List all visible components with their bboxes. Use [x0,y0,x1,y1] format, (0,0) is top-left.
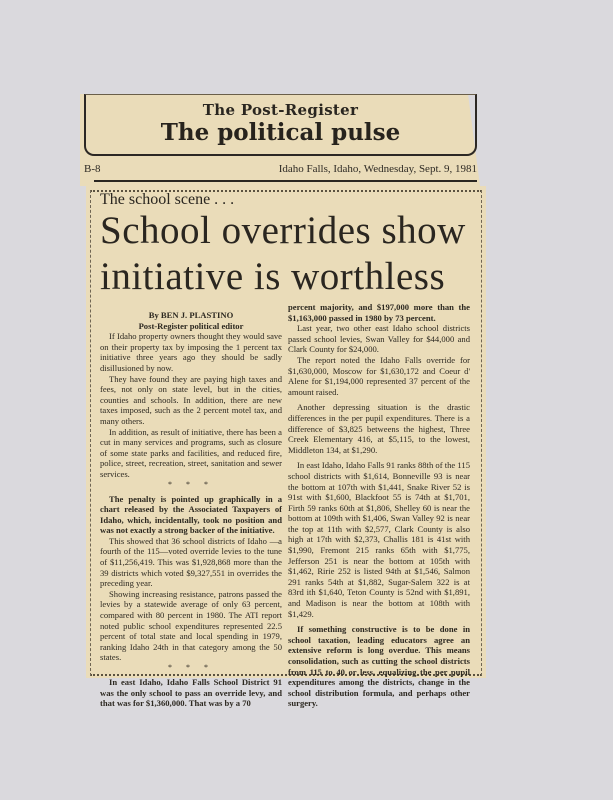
paragraph: percent majority, and $197,000 more than the $1,163,000 passed in 1980 by 73 percent. [288,302,470,323]
paragraph: Another depressing situation is the drastic differences in the per pupil expenditures. There is a difference of $3,825 betweens the highest, Three Creek Elementary 416, at $5,115, to the lowest, Middleton 134, at $1,290. [288,402,470,455]
headline-line-1: School overrides show [100,209,466,252]
paragraph: In addition, as result of initiative, there has been a cut in many services and programs, such as closure of some state parks and facilities, and reduced fire, police, street, recreation, street, sanitation and sewer services. [100,426,282,479]
separator: * * * [168,479,214,489]
separator: * * * [168,663,214,672]
paper-name: The Post-Register [202,101,359,119]
paragraph: Showing increasing resistance, patrons passed the levies by a statewide average of only 63 percent, compared with 80 percent in 1980. The ATI report noted public school expenditures represented 22.5 percent of total state and local spending in 1979, ranking Idaho 24th in that category among the 50 states. [100,588,282,663]
headline-line-2: initiative is worthless [100,255,446,298]
paragraph: The penalty is pointed up graphically in a chart released by the Associated Taxpayers of Idaho, which, incidentally, took no position and was not exactly a strong backer of the initiative. [100,493,282,536]
byline-title: Post-Register political editor [138,320,244,331]
paragraph: The report noted the Idaho Falls override for $1,630,000, Moscow for $1,630,172 and Coeur d' Alene for $1,194,000 represented 37 percent of the amount raised. [288,354,470,397]
paragraph: In east Idaho, Idaho Falls 91 ranks 88th of the 115 school districts with $1,614, Bonneville 93 is near the bottom at 107th with $1,441, Snake River 52 is 91st with $1,600, Blackfoot 55 is 74th at $1,701, Firth 59 ranks 60th at $1,806, Shelley 60 is near the bottom at 109th with $1,406, Swan Valley 92 is near the top at 11th with $2,577, Clark County is also high at 17th with $2,373, Challis 181 is 41st with $1,990, Fremont 215 ranks 65th with $1,775, Jefferson 251 is near the bottom at 105th with $1,462, Ririe 252 is listed 94th at $1,546, Salmon 291 ranks 54th at $1,882, Sugar-Salem 322 is at 83rd ith $1,640, Teton County is 52nd with $1,891, and Madison is near the bottom at 108th with $1,429. [288,460,470,619]
article-column-right [288,302,470,709]
headline [100,208,480,300]
byline: By BEN J. PLASTINO [148,310,234,320]
masthead-rule [94,180,477,182]
paragraph: If Idaho property owners thought they would save on their property tax by imposing the 1 percent tax initiative three years ago they should be sadly disillusioned by now. [100,331,282,373]
paragraph: This showed that 36 school districts of Idaho —a fourth of the 115—voted override levies to the tune of $11,256,419. This was $1,928,868 more than the 39 districts which voted $9,327,551 in overrides the preceding year. [100,535,282,589]
kicker: The school scene . . . [100,191,235,208]
paragraph: If something constructive is to be done in school taxation, leading educators agree an extensive reform is long overdue. This means consolidation, such as cutting the school districts from 115 to 40 or less, equalizing the per pupil expenditures among the districts, change in the school distribution formula, and perhaps other surgery. [288,624,470,709]
masthead-box [84,94,477,156]
paragraph: Last year, two other east Idaho school districts passed school levies, Swan Valley for $44,000 and Clark County for $24,000. [288,323,470,355]
paragraph: They have found they are paying high taxes and fees, not only on state level, but in the cities, counties and schools. In addition, there are new taxes imposed, such as the 2 percent motel tax, and many others. [100,373,282,426]
page-number: B-8 [84,163,101,175]
paragraph: In east Idaho, Idaho Falls School District 91 was the only school to pass an override levy, and that was for $1,360,000. That was by a 70 [100,677,282,709]
dateline: Idaho Falls, Idaho, Wednesday, Sept. 9, 1981 [278,163,477,175]
section-title: The political pulse [160,119,401,146]
article-column-left [100,310,282,709]
